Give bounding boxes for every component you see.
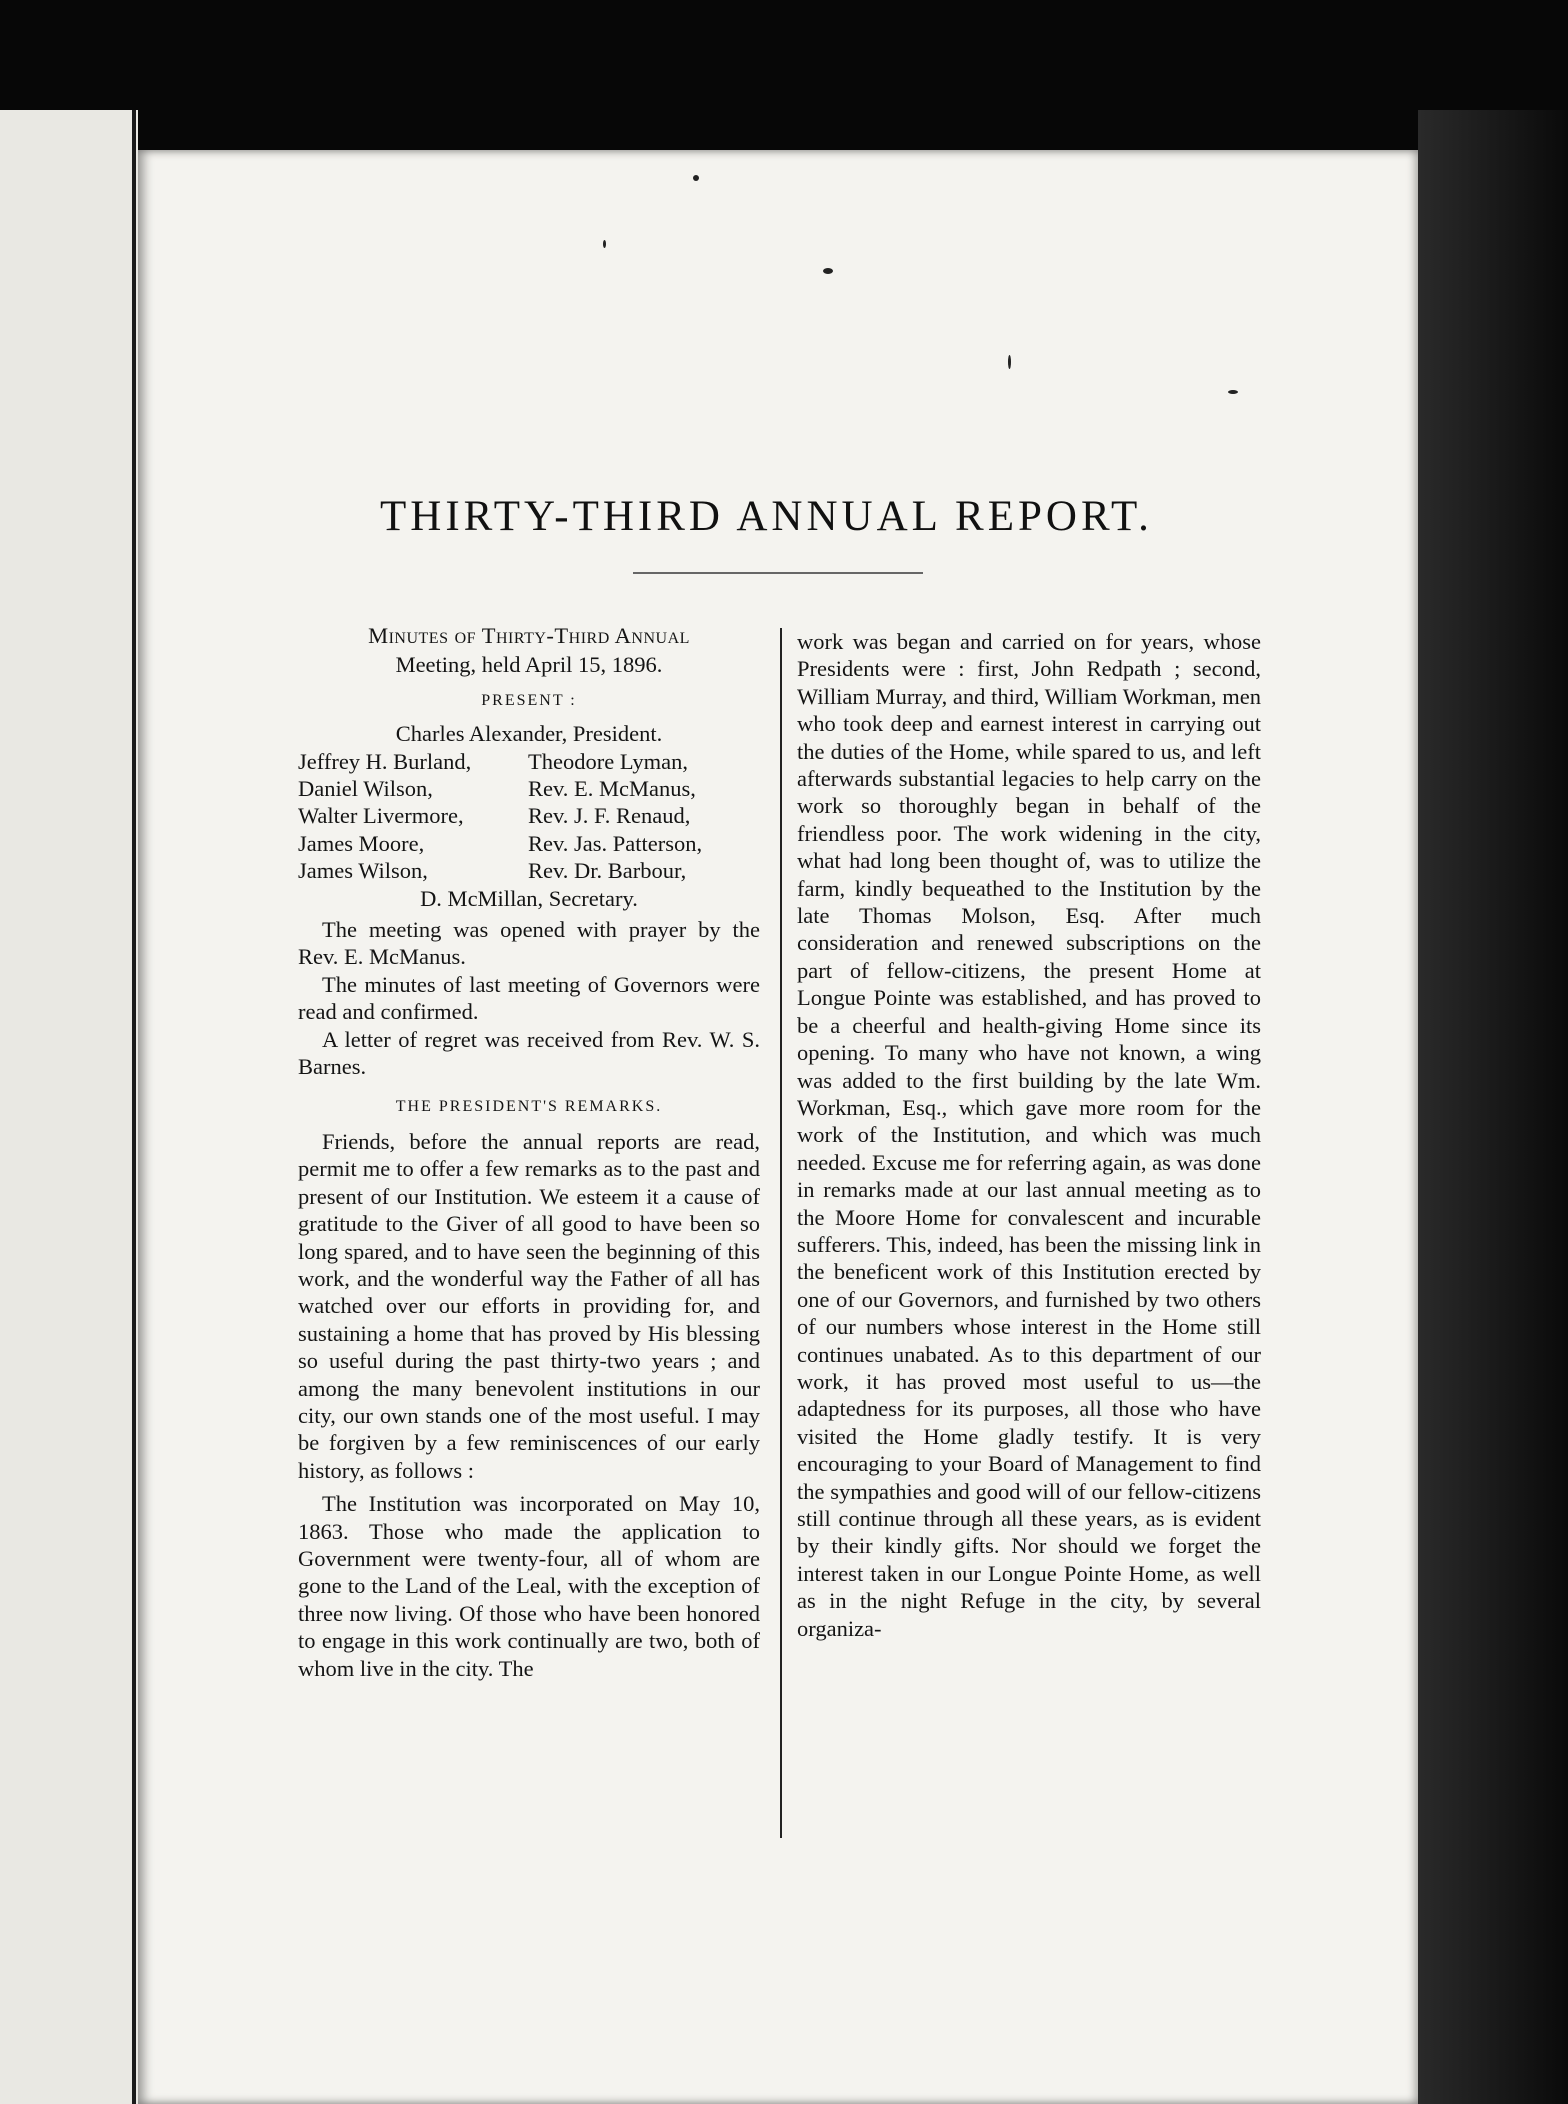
attendee-name: Theodore Lyman, (528, 748, 688, 774)
attendee-name: Walter Livermore, (298, 803, 464, 829)
attendee-name: Rev. Jas. Patterson, (528, 830, 703, 856)
remarks-heading: THE PRESIDENT'S REMARKS. (395, 1097, 663, 1115)
scan-speck (603, 240, 606, 248)
scan-border-right (1418, 110, 1568, 2104)
minutes-paragraph: The minutes of last meeting of Governors were read and confirmed. (298, 971, 760, 1025)
president-line: Charles Alexander, President. (395, 721, 663, 747)
scan-speck (1228, 390, 1238, 394)
attendee-name: Daniel Wilson, (298, 776, 433, 802)
minutes-paragraph: A letter of regret was received from Rev. W. S. Barnes. (298, 1026, 760, 1080)
attendee-list (298, 748, 760, 885)
right-column (797, 628, 1261, 1642)
secretary-line: D. McMillan, Secretary. (420, 885, 638, 911)
minutes-heading-line1: Minutes of Thirty-Third Annual (368, 623, 690, 648)
attendee-name: James Wilson, (298, 858, 428, 884)
facing-page-edge (0, 110, 138, 2104)
report-title: THIRTY-THIRD ANNUAL REPORT. (380, 493, 1153, 540)
scan-speck (823, 268, 833, 274)
remarks-paragraph: Friends, before the annual reports are read, permit me to offer a few remarks as to the past and present of our Institution. We esteem it a cause of gratitude to the Giver of all good to have been so long spared, and to have seen the beginning of this work, and the wonderful way the Father of all has watched over our efforts in providing for, and sustaining a home that has proved by His blessing so useful during the past thirty-two years ; and among the many benevolent institutions in our city, our own stands one of the most useful. I may be forgiven by a few reminiscences of our early history, as follows : (298, 1128, 760, 1483)
title-divider (633, 572, 923, 574)
scan-speck (1008, 355, 1011, 369)
right-column-text: work was began and carried on for years, whose Presidents were : first, John Redpath ; second, William Murray, and third, William Workman, men who took deep and earnest interest in carrying out the duties of the Home, while spared to us, and left afterwards substantial legacies to help carry on the work so thoroughly began in behalf of the friendless poor. The work widening in the city, what had long been thought of, was to utilize the farm, kindly bequeathed to the Institution by the late Thomas Molson, Esq. After much consideration and renewed subscriptions on the part of fellow-citizens, the present Home at Longue Pointe was established, and has proved to be a cheerful and health-giving Home since its opening. To many who have not known, a wing was added to the first building by the late Wm. Workman, Esq., which gave more room for the work of the Institution, and which was much needed. Excuse me for referring again, as was done in remarks made at our last annual meeting as to the Moore Home for convalescent and incurable sufferers. This, indeed, has been the missing link in the beneficent work of this Institution erected by one of our Governors, and furnished by two others of our numbers whose interest in the Home still continues unabated. As to this department of our work, it has proved most useful to us—the adaptedness for its purposes, all those who have visited the Home gladly testify. It is very encouraging to your Board of Management to find the sympathies and good will of our fellow-citizens still continue through all these years, as is evident by their kindly gifts. Nor should we forget the interest taken in our Longue Pointe Home, as well as in the night Refuge in the city, by several organiza- (797, 629, 1261, 1641)
remarks-paragraph: The Institution was incorporated on May 10, 1863. Those who made the application to Government were twenty-four, all of whom are gone to the Land of the Leal, with the exception of three now living. Of those who have been honored to engage in this work continually are two, both of whom live in the city. The (298, 1491, 760, 1681)
attendee-name: Rev. J. F. Renaud, (528, 803, 691, 829)
column-divider (780, 628, 782, 1838)
attendee-name: Jeffrey H. Burland, (298, 748, 472, 774)
attendee-name: Rev. Dr. Barbour, (528, 858, 687, 884)
attendee-name: Rev. E. McManus, (528, 776, 696, 802)
left-column (298, 622, 760, 1682)
attendee-name: James Moore, (298, 830, 425, 856)
minutes-heading-line2: Meeting, held April 15, 1896. (395, 652, 663, 678)
page-gutter-line (132, 110, 136, 2104)
present-label: PRESENT : (481, 691, 577, 709)
minutes-paragraph: The meeting was opened with prayer by the Rev. E. McManus. (298, 917, 760, 970)
scan-speck (693, 175, 699, 181)
